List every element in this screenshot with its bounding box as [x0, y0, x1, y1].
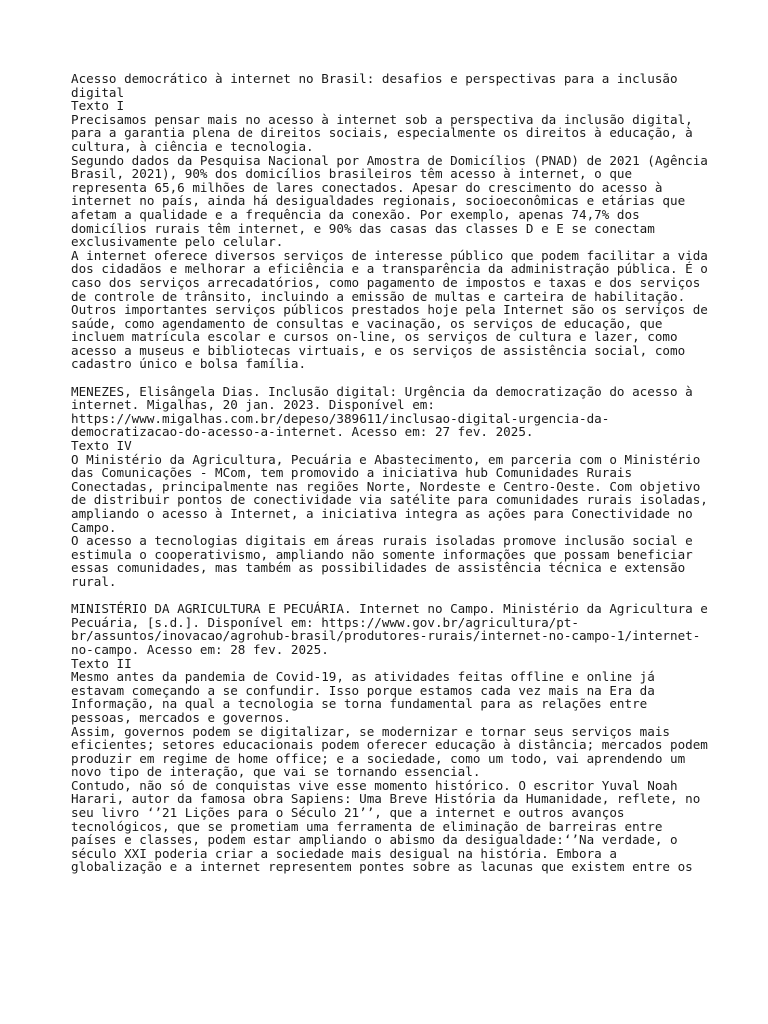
- paragraph: Contudo, não só de conquistas vive esse momento histórico. O escritor Yuval Noah Harari, autor da famosa obra Sapiens: Uma Breve História da Humanidade, reflete, no seu livro ‘’21 Lições para o Século 21’’, que a internet e outros avanços tecnológicos, que se prometiam uma ferramenta de eliminação de barreiras entre países e classes, podem estar ampliando o abismo da desigualdade:‘’Na verdade, o século XXI poderia criar a sociedade mais desigual na história. Embora a globalização e a internet representem pontes sobre as lacunas que existem entre os: [71, 777, 701, 875]
- blank-line: [71, 371, 708, 385]
- citation: MINISTÉRIO DA AGRICULTURA E PECUÁRIA. Internet no Campo. Ministério da Agricultura e Pecuária, [s.d.]. Disponível em: https://www.gov.br/agricultura/pt-br/assuntos/inovacao/agrohub-brasil/produtores-rurais/internet-no-campo-1/internet-no-campo. Acesso em: 28 fev. 2025.: [71, 601, 708, 657]
- paragraph: O Ministério da Agricultura, Pecuária e Abastecimento, em parceria com o Ministério das Comunicações - MCom, tem promovido a iniciativa hub Comunidades Rurais Conectadas, principalmente nas regiões Norte, Nordeste e Centro-Oeste. Com objetivo de distribuir pontos de conectividade via satélite para comunidades rurais isoladas, ampliando o acesso à Internet, a iniciativa integra as ações para Conectividade no Campo.: [71, 451, 708, 535]
- paragraph: Mesmo antes da pandemia de Covid-19, as atividades feitas offline e online já estavam começando a se confundir. Isso porque estamos cada vez mais na Era da Informação, na qual a tecnologia se torna fundamental para as relações entre pessoas, mercados e governos.: [71, 669, 655, 725]
- paragraph: O acesso a tecnologias digitais em áreas rurais isoladas promove inclusão social e estimula o cooperativismo, ampliando não somente informações que possam beneficiar essas comunidades, mas também as possibilidades de assistência técnica e extensão rural.: [71, 533, 693, 589]
- section-label-texto-i: Texto I: [71, 98, 125, 114]
- paragraph: Precisamos pensar mais no acesso à internet sob a perspectiva da inclusão digital, para a garantia plena de direitos sociais, especialmente os direitos à educação, à cultura, à ciência e tecnologia.: [71, 111, 693, 154]
- document-title: Acesso democrático à internet no Brasil: desafios e perspectivas para a inclusão digital: [71, 71, 678, 100]
- paragraph: A internet oferece diversos serviços de interesse público que podem facilitar a vida dos cidadãos e melhorar a eficiência e a transparência da administração pública. É o caso dos serviços arrecadatórios, como pagamento de impostos e taxas e dos serviços de controle de trânsito, incluindo a emissão de multas e carteira de habilitação. Outros importantes serviços públicos prestados hoje pela Internet são os serviços de saúde, como agendamento de consultas e vacinação, os serviços de educação, que incluem matrícula escolar e cursos on-line, os serviços de cultura e lazer, como acesso a museus e bibliotecas virtuais, e os serviços de assistência social, como cadastro único e bolsa família.: [71, 247, 708, 372]
- paragraph: Segundo dados da Pesquisa Nacional por Amostra de Domicílios (PNAD) de 2021 (Agência Brasil, 2021), 90% dos domicílios brasileiros têm acesso à internet, o que representa 65,6 milhões de lares conectados. Apesar do crescimento do acesso à internet no país, ainda há desigualdades regionais, socioeconômicas e etárias que afetam a qualidade e a frequência da conexão. Por exemplo, apenas 74,7% dos domicílios rurais têm internet, e 90% das casas das classes D e E se conectam exclusivamente pelo celular.: [71, 152, 708, 250]
- section-label-texto-iv: Texto IV: [71, 438, 132, 454]
- blank-line: [71, 589, 708, 603]
- citation: MENEZES, Elisângela Dias. Inclusão digital: Urgência da democratização do acesso à internet. Migalhas, 20 jan. 2023. Disponível em: https://www.migalhas.com.br/depeso/389611/inclusao-digital-urgencia-da-democratizacao-do-acesso-a-internet. Acesso em: 27 fev. 2025.: [71, 383, 693, 440]
- paragraph: Assim, governos podem se digitalizar, se modernizar e tornar seus serviços mais eficientes; setores educacionais podem oferecer educação à distância; mercados podem produzir em regime de home office; e a sociedade, como um todo, vai aprendendo um novo tipo de interação, que vai se tornando essencial.: [71, 723, 708, 780]
- section-label-texto-ii: Texto II: [71, 655, 132, 671]
